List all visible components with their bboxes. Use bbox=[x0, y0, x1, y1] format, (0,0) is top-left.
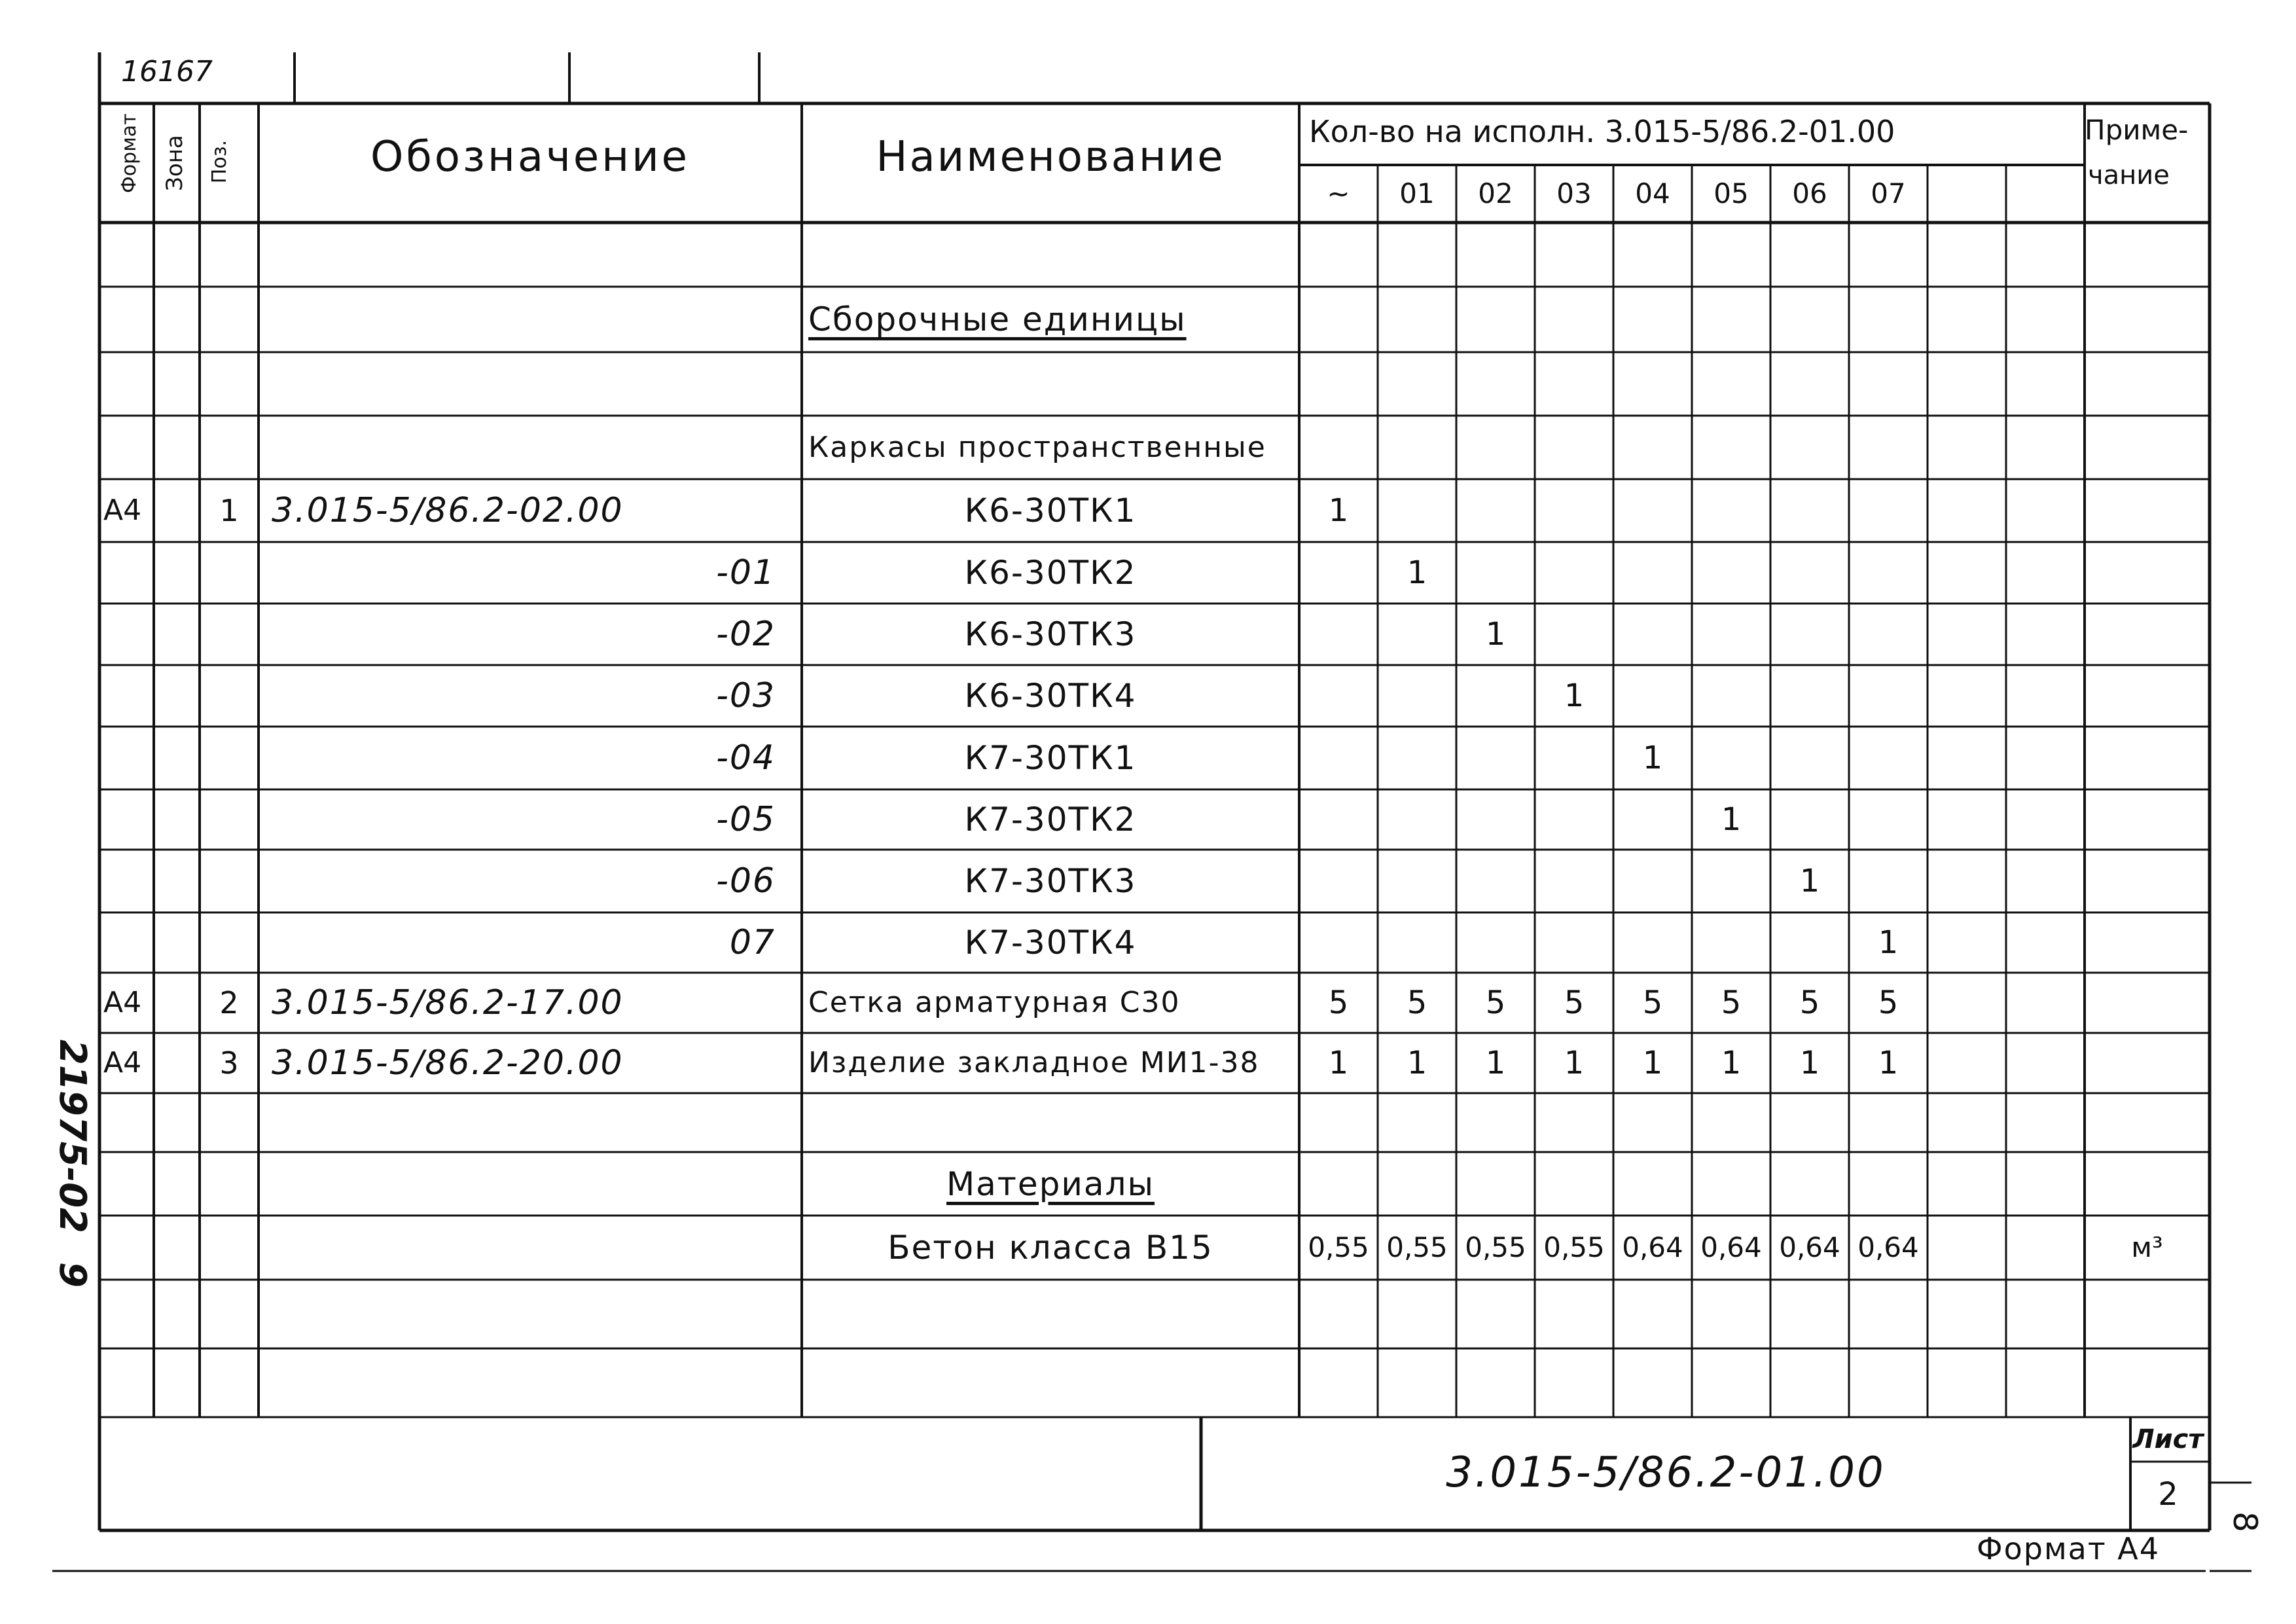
row-quantity: 1 bbox=[1642, 1045, 1663, 1081]
section-heading: Сборочные единицы bbox=[808, 300, 1187, 338]
row-quantity: 5 bbox=[1407, 984, 1427, 1021]
row-quantity: 0,64 bbox=[1857, 1231, 1919, 1263]
variant-header: 01 bbox=[1399, 177, 1435, 209]
row-quantity: 0,64 bbox=[1622, 1231, 1683, 1263]
row-quantity: 1 bbox=[1799, 1045, 1820, 1081]
row-designation: 3.015-5/86.2-02.00 bbox=[272, 491, 624, 530]
variant-header: 06 bbox=[1792, 177, 1827, 209]
header-designation: Обозначение bbox=[370, 133, 691, 181]
row-name: Бетон класса В15 bbox=[888, 1229, 1213, 1267]
header-note-line1: Приме- bbox=[2085, 114, 2189, 146]
row-name: К7-30ТК3 bbox=[964, 862, 1137, 900]
document-code: 3.015-5/86.2-01.00 bbox=[1446, 1449, 1886, 1497]
row-designation: -02 bbox=[716, 615, 776, 654]
variant-header: 03 bbox=[1556, 177, 1592, 209]
row-quantity: 1 bbox=[1564, 1045, 1585, 1081]
sheet-number: 2 bbox=[2158, 1476, 2178, 1513]
row-designation: -03 bbox=[716, 676, 776, 715]
row-quantity: 5 bbox=[1328, 984, 1349, 1021]
row-designation: 3.015-5/86.2-20.00 bbox=[272, 1043, 624, 1083]
variant-header: ~ bbox=[1327, 177, 1350, 209]
variant-header bbox=[1928, 167, 2006, 221]
side-number: 21975-02 bbox=[51, 1039, 94, 1233]
row-format: А4 bbox=[103, 1046, 142, 1079]
header-zone: Зона bbox=[162, 135, 188, 191]
variant-header: 05 bbox=[1713, 177, 1749, 209]
archive-number: 16167 bbox=[121, 55, 213, 88]
row-quantity: 0,55 bbox=[1308, 1231, 1369, 1263]
row-quantity: 5 bbox=[1878, 984, 1899, 1021]
row-quantity: 1 bbox=[1721, 801, 1742, 838]
row-quantity: 1 bbox=[1485, 1045, 1506, 1081]
side-page: 9 bbox=[51, 1262, 94, 1288]
row-quantity: 0,55 bbox=[1543, 1231, 1605, 1263]
row-quantity: 5 bbox=[1721, 984, 1742, 1021]
row-name: К6-30ТК1 bbox=[964, 492, 1137, 530]
row-quantity: 5 bbox=[1799, 984, 1820, 1021]
format-footer: Формат А4 bbox=[1977, 1531, 2160, 1566]
header-format: Формат bbox=[118, 113, 141, 193]
row-quantity: 1 bbox=[1642, 740, 1663, 776]
row-name: Изделие закладное МИ1-38 bbox=[808, 1046, 1260, 1079]
row-quantity: 1 bbox=[1721, 1045, 1742, 1081]
row-name: К6-30ТК3 bbox=[964, 615, 1137, 653]
row-format: А4 bbox=[103, 986, 142, 1019]
row-quantity: 5 bbox=[1642, 984, 1663, 1021]
row-quantity: 5 bbox=[1564, 984, 1585, 1021]
row-name: К6-30ТК4 bbox=[964, 677, 1137, 715]
row-position: 1 bbox=[219, 493, 239, 528]
row-quantity: 0,64 bbox=[1700, 1231, 1762, 1263]
row-position: 3 bbox=[219, 1045, 239, 1081]
row-format: А4 bbox=[103, 494, 142, 527]
header-qty-title: Кол-во на исполн. 3.015-5/86.2-01.00 bbox=[1309, 114, 1895, 149]
row-designation: -04 bbox=[716, 738, 776, 778]
sheet-label: Лист bbox=[2132, 1424, 2204, 1454]
header-pos: Поз. bbox=[208, 139, 231, 184]
row-quantity: 1 bbox=[1878, 1045, 1899, 1081]
row-quantity: 1 bbox=[1799, 863, 1820, 899]
variant-header: 04 bbox=[1635, 177, 1670, 209]
row-note: м³ bbox=[2131, 1231, 2163, 1263]
row-quantity: 1 bbox=[1328, 1045, 1349, 1081]
row-quantity: 1 bbox=[1485, 616, 1506, 653]
row-quantity: 0,64 bbox=[1779, 1231, 1840, 1263]
row-designation: -05 bbox=[716, 800, 776, 839]
row-name: К7-30ТК2 bbox=[964, 801, 1137, 839]
row-designation: 3.015-5/86.2-17.00 bbox=[272, 983, 624, 1022]
row-name: К7-30ТК4 bbox=[964, 924, 1137, 962]
row-name: К6-30ТК2 bbox=[964, 554, 1137, 592]
row-name: К7-30ТК1 bbox=[964, 739, 1137, 777]
variant-header bbox=[2006, 167, 2085, 221]
row-quantity: 1 bbox=[1407, 1045, 1427, 1081]
variant-header: 07 bbox=[1871, 177, 1906, 209]
section-heading: Материалы bbox=[946, 1164, 1155, 1203]
row-position: 2 bbox=[219, 985, 239, 1020]
row-designation: -06 bbox=[716, 861, 776, 901]
corner-number: 8 bbox=[2226, 1511, 2264, 1532]
row-name: Сетка арматурная С30 bbox=[808, 986, 1181, 1019]
row-quantity: 1 bbox=[1564, 677, 1585, 714]
row-quantity: 1 bbox=[1328, 492, 1349, 529]
variant-header: 02 bbox=[1478, 177, 1513, 209]
header-note-line2: чание bbox=[2088, 160, 2170, 190]
row-designation: 07 bbox=[729, 923, 776, 962]
row-designation: -01 bbox=[716, 553, 776, 592]
row-name: Каркасы пространственные bbox=[808, 430, 1266, 464]
row-quantity: 0,55 bbox=[1386, 1231, 1448, 1263]
row-quantity: 0,55 bbox=[1465, 1231, 1526, 1263]
row-quantity: 1 bbox=[1407, 554, 1427, 591]
row-quantity: 5 bbox=[1485, 984, 1506, 1021]
header-name: Наименование bbox=[876, 133, 1225, 181]
row-quantity: 1 bbox=[1878, 924, 1899, 961]
